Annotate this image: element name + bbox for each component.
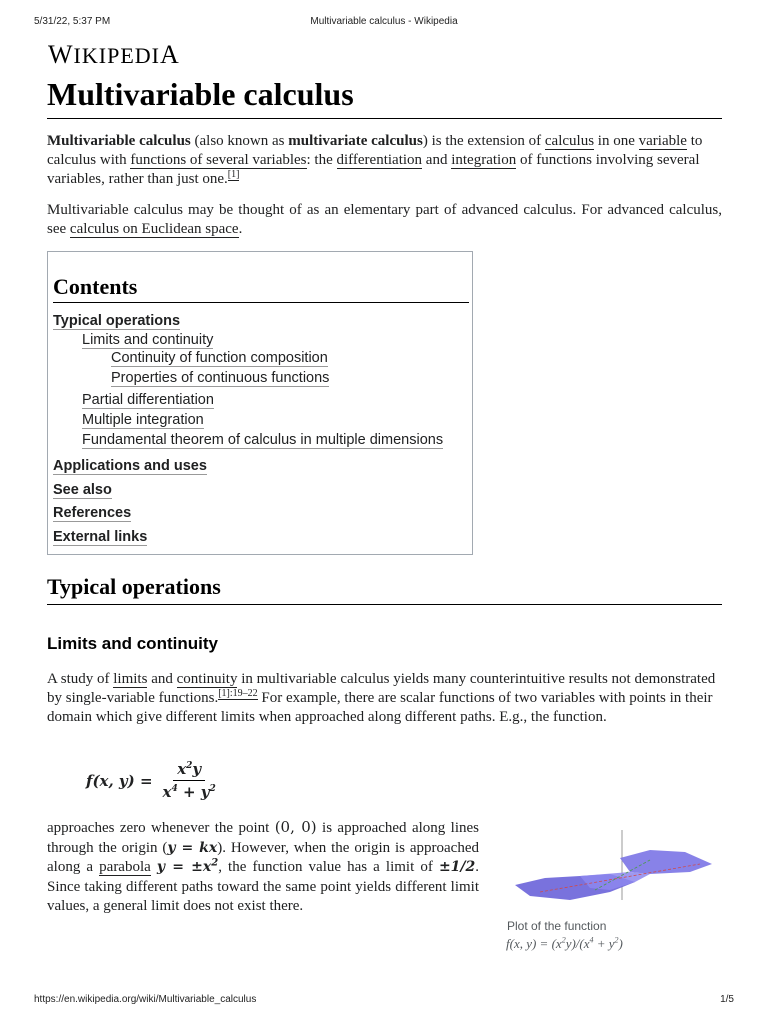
text: y <box>192 760 202 778</box>
text: (also known as <box>190 133 289 149</box>
text: . <box>238 221 243 237</box>
print-footer <box>34 994 734 1008</box>
text: , the function value has a limit of <box>218 859 439 875</box>
wordmark-first: W <box>48 40 74 69</box>
wikipedia-wordmark[interactable] <box>48 40 180 70</box>
text: 4 <box>589 935 594 945</box>
math-origin: (0, 0) <box>274 818 317 836</box>
approaches-paragraph <box>47 818 479 917</box>
link-continuity[interactable]: continuity <box>176 671 238 687</box>
text: 2 <box>614 935 619 945</box>
figure-caption-line-1: Plot of the function <box>507 919 607 933</box>
toc-label: Fundamental theorem of calculus in multiple dimensions <box>82 432 444 448</box>
toc-label: Typical operations <box>53 313 181 329</box>
text: and <box>147 671 177 687</box>
bold-term-2: multivariate calculus <box>288 133 423 149</box>
link-parabola[interactable]: parabola <box>99 859 151 875</box>
toc-item-applications-and-uses[interactable] <box>53 458 207 474</box>
toc-item-continuity-of-function-composition[interactable] <box>111 350 328 366</box>
text: . Since taking different paths toward the same point yields different limit values, a general limit does not exist there. <box>47 859 480 914</box>
text: ) <box>618 936 623 951</box>
figure-caption-line-2 <box>506 936 623 952</box>
text: ) is the extension of <box>422 133 545 149</box>
text: x <box>177 760 187 778</box>
toc-item-references[interactable] <box>53 505 131 521</box>
text: approaches zero whenever the point <box>47 820 275 836</box>
toc-label: Continuity of function composition <box>111 350 328 366</box>
math-limit-value: ±1/2 <box>438 859 476 875</box>
text: f(x, y) = (x <box>506 936 562 951</box>
link-calculus[interactable]: calculus <box>544 133 595 149</box>
section-heading-typical-operations: Typical operations <box>47 574 722 605</box>
toc-label: References <box>53 505 132 521</box>
toc-label: Properties of continuous functions <box>111 370 330 386</box>
formula-function <box>86 760 220 801</box>
formula-fraction <box>159 760 220 801</box>
text: For example, there are scalar functions of two variables with points in their domain which give different limits when approached along different paths. E.g., the function. <box>47 690 713 725</box>
wordmark-middle: IKIPEDI <box>73 43 160 68</box>
print-url[interactable]: https://en.wikipedia.org/wiki/Multivariable_calculus <box>34 994 257 1005</box>
text: y)/(x <box>565 936 590 951</box>
surface-right-lobe <box>620 850 712 874</box>
toc-item-limits-and-continuity[interactable] <box>82 332 213 348</box>
limits-paragraph <box>47 670 722 727</box>
intro-paragraph-2 <box>47 201 722 239</box>
toc-item-see-also[interactable] <box>53 482 112 498</box>
link-integration[interactable]: integration <box>451 152 517 168</box>
math-line: y = kx <box>167 839 218 856</box>
surface-plot-image <box>500 830 730 920</box>
link-differentiation[interactable]: differentiation <box>336 152 423 168</box>
link-limits[interactable]: limits <box>113 671 148 687</box>
text: ). However, when the origin is approached along a <box>47 839 479 875</box>
toc-item-partial-differentiation[interactable] <box>82 392 214 408</box>
toc-item-external-links[interactable] <box>53 529 147 545</box>
math-parabola <box>157 859 218 875</box>
toc-item-multiple-integration[interactable] <box>82 412 204 428</box>
text: + y <box>593 936 615 951</box>
link-functions-of-several-variables[interactable]: functions of several variables <box>130 152 307 168</box>
text: in multivariable calculus yields many counterintuitive results not demonstrated by single-variable functions. <box>47 671 716 706</box>
toc-item-properties-of-continuous-functions[interactable] <box>111 370 329 386</box>
toc-label: Limits and continuity <box>82 332 214 348</box>
subsection-heading-limits-and-continuity: Limits and continuity <box>47 634 218 653</box>
text: to calculus with <box>47 133 703 168</box>
text: 2 <box>209 784 216 794</box>
print-page-number: 1/5 <box>720 994 734 1005</box>
print-page-title: Multivariable calculus - Wikipedia <box>310 16 458 27</box>
toc-label: Partial differentiation <box>82 392 214 408</box>
text: y <box>200 783 210 801</box>
text: 2 <box>211 857 219 869</box>
toc-item-typical-operations[interactable] <box>53 313 180 329</box>
toc-item-fundamental-theorem[interactable] <box>82 432 443 448</box>
text: + <box>177 783 201 801</box>
text: 2 <box>561 935 566 945</box>
link-calculus-on-euclidean-space[interactable]: calculus on Euclidean space <box>69 221 239 237</box>
wordmark-last: A <box>159 40 180 69</box>
toc-label: Multiple integration <box>82 412 204 428</box>
reference-1-pages[interactable]: [1]:19–22 <box>218 688 258 699</box>
text: and <box>422 152 452 168</box>
text: in one <box>594 133 639 149</box>
toc-label: External links <box>53 529 148 545</box>
text: 4 <box>171 784 178 794</box>
text: A study of <box>47 671 114 687</box>
intro-paragraph-1 <box>47 132 722 189</box>
toc-label: Applications and uses <box>53 458 207 474</box>
text: 2 <box>186 761 193 771</box>
print-datetime: 5/31/22, 5:37 PM <box>34 16 111 27</box>
formula-denominator <box>159 781 220 801</box>
link-variable[interactable]: variable <box>638 133 687 149</box>
reference-1[interactable]: [1] <box>227 169 240 180</box>
toc-title: Contents <box>53 274 469 303</box>
text: Multivariable calculus may be thought of as an elementary part of advanced calculus. For advanced calculus, see <box>47 202 722 237</box>
text: y = ±x <box>156 859 212 875</box>
text: is approached along lines through the origin ( <box>47 820 479 856</box>
text: x <box>162 783 172 801</box>
table-of-contents <box>47 251 473 555</box>
print-header <box>34 16 734 30</box>
text: of functions involving several variables, rather than just one. <box>47 152 700 187</box>
formula-lhs: f(x, y) = <box>86 771 153 790</box>
toc-label: See also <box>53 482 112 498</box>
formula-numerator <box>173 760 205 781</box>
bold-term-1: Multivariable calculus <box>47 133 191 149</box>
text: : the <box>306 152 337 168</box>
page-title: Multivariable calculus <box>47 74 722 119</box>
